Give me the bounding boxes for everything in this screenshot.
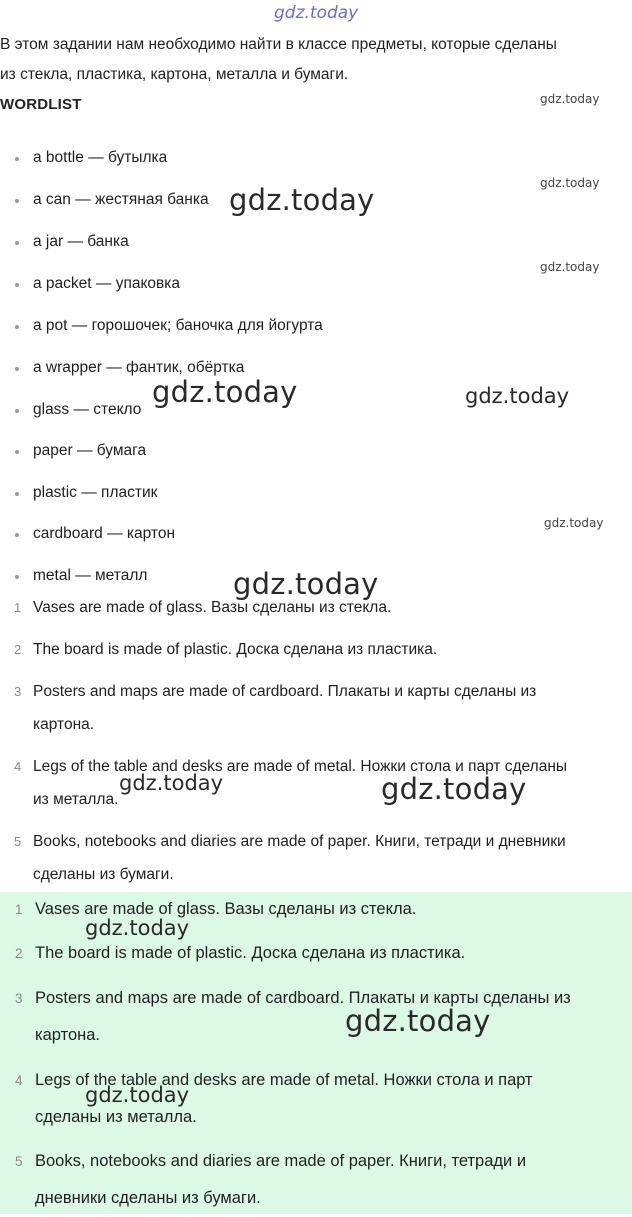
wordlist-item-text: a can — жестяная банка xyxy=(33,191,209,208)
watermark: gdz.today xyxy=(544,516,604,530)
watermark: gdz.today xyxy=(119,771,224,795)
wordlist-item-text: a jar — банка xyxy=(33,233,129,250)
answer-text-continued: картона. xyxy=(35,1026,100,1044)
wordlist-item-text: plastic — пластик xyxy=(33,484,158,501)
watermark: gdz.today xyxy=(540,260,600,274)
answer-number: 2 xyxy=(15,946,23,961)
watermark: gdz.today xyxy=(345,1004,491,1038)
wordlist-item-text: cardboard — картон xyxy=(33,525,176,542)
watermark: gdz.today xyxy=(540,176,600,190)
answer-text: Posters and maps are made of cardboard. Плакаты и карты сделаны из xyxy=(35,989,571,1007)
bullet-icon xyxy=(15,325,19,329)
wordlist-item-text: a wrapper — фантик, обёртка xyxy=(33,359,245,376)
answer-text: Vases are made of glass. Вазы сделаны из стекла. xyxy=(33,599,392,616)
answer-number: 3 xyxy=(15,991,23,1006)
answer-text: Vases are made of glass. Вазы сделаны из стекла. xyxy=(35,900,417,918)
answer-text: Books, notebooks and diaries are made of paper. Книги, тетради и xyxy=(35,1152,527,1170)
intro-line-2: из стекла, пластика, картона, металла и бумаги. xyxy=(0,66,349,83)
answer-text-continued: сделаны из бумаги. xyxy=(33,866,174,883)
answer-text: Legs of the table and desks are made of metal. Ножки стола и парт xyxy=(35,1071,533,1089)
bullet-icon xyxy=(15,367,19,371)
wordlist-heading: WORDLIST xyxy=(0,96,82,113)
bullet-icon xyxy=(15,283,19,287)
answer-text: The board is made of plastic. Доска сделана из пластика. xyxy=(35,944,466,962)
answer-text-continued: картона. xyxy=(33,716,95,733)
watermark: gdz.today xyxy=(152,375,298,409)
wordlist-item-text: a packet — упаковка xyxy=(33,275,181,292)
answer-number: 2 xyxy=(14,642,22,657)
bullet-icon xyxy=(15,199,19,203)
answer-number: 1 xyxy=(15,902,23,917)
watermark: gdz.today xyxy=(229,183,375,217)
answer-text: Books, notebooks and diaries are made of paper. Книги, тетради и дневники xyxy=(33,833,566,850)
answer-text: Posters and maps are made of cardboard. Плакаты и карты сделаны из xyxy=(33,683,537,700)
intro-paragraph xyxy=(0,30,625,90)
wordlist-item-text: metal — металл xyxy=(33,567,148,584)
bullet-icon xyxy=(15,450,19,454)
answer-number: 3 xyxy=(14,684,22,699)
watermark: gdz.today xyxy=(233,567,379,601)
answer-text-continued: дневники сделаны из бумаги. xyxy=(35,1189,261,1207)
answer-number: 4 xyxy=(15,1073,23,1088)
answer-number: 5 xyxy=(15,1154,23,1169)
bullet-icon xyxy=(15,241,19,245)
bullet-icon xyxy=(15,492,19,496)
answer-number: 4 xyxy=(14,759,22,774)
answer-text-continued: сделаны из металла. xyxy=(35,1108,197,1126)
answer-text: Legs of the table and desks are made of metal. Ножки стола и парт сделаны xyxy=(33,758,568,775)
bullet-icon xyxy=(15,157,19,161)
wordlist-item-text: paper — бумага xyxy=(33,442,147,459)
answer-text: The board is made of plastic. Доска сделана из пластика. xyxy=(33,641,438,658)
watermark: gdz.today xyxy=(85,916,190,940)
watermark: gdz.today xyxy=(274,3,359,23)
watermark: gdz.today xyxy=(540,92,600,106)
answer-text-continued: из металла. xyxy=(33,791,119,808)
watermark: gdz.today xyxy=(85,1083,190,1107)
watermark: gdz.today xyxy=(381,772,527,806)
watermark: gdz.today xyxy=(465,384,570,408)
answer-number: 5 xyxy=(14,834,22,849)
bullet-icon xyxy=(15,575,19,579)
bullet-icon xyxy=(15,409,19,413)
wordlist-item-text: a pot — горошочек; баночка для йогурта xyxy=(33,317,323,334)
wordlist-item-text: a bottle — бутылка xyxy=(33,149,168,166)
intro-line-1: В этом задании нам необходимо найти в классе предметы, которые сделаны xyxy=(0,36,557,53)
wordlist-item-text: glass — стекло xyxy=(33,401,142,418)
answer-number: 1 xyxy=(14,600,22,615)
bullet-icon xyxy=(15,533,19,537)
